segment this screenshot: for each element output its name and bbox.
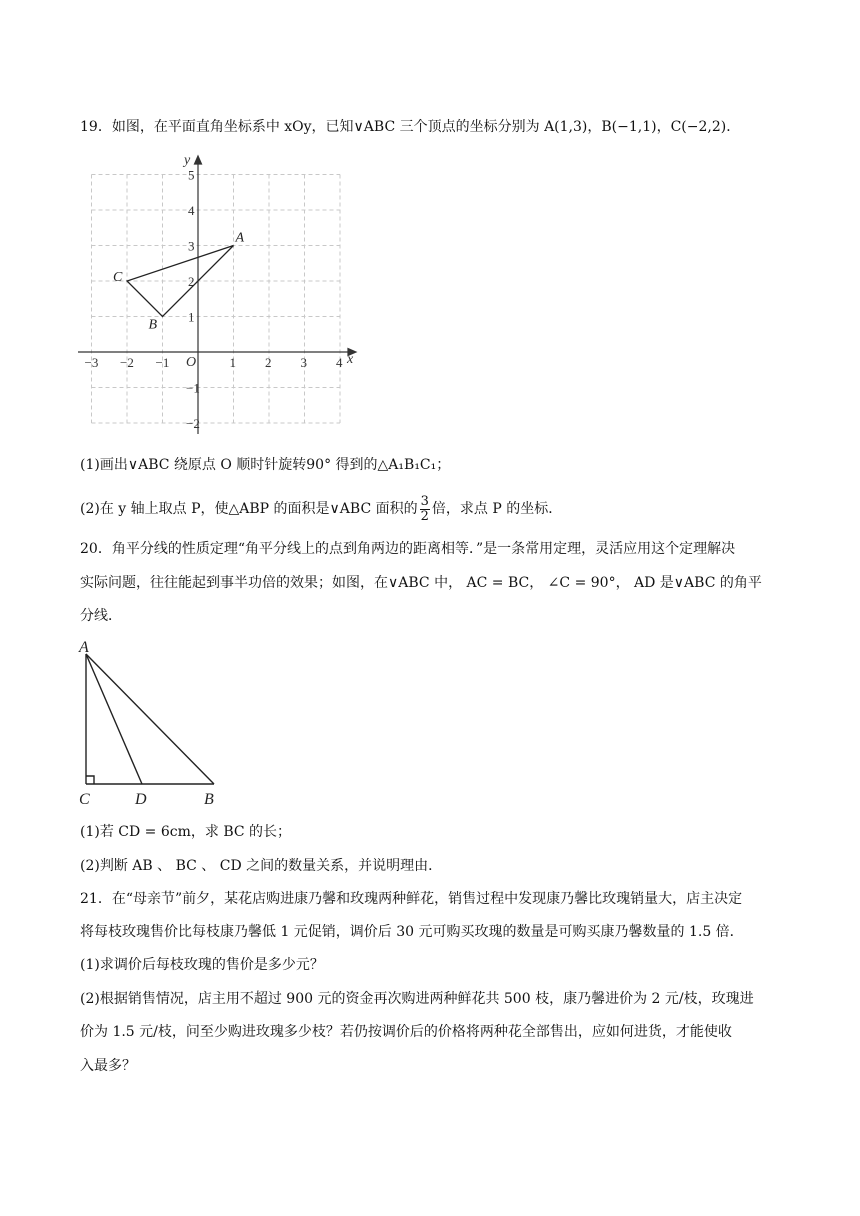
label-c: C [79, 791, 90, 808]
y-axis-label: y [184, 153, 191, 168]
q20-line2: 实际问题，往往能起到事半功倍的效果；如图，在∨ABC 中， AC = BC， ∠C = 90°， AD 是∨ABC 的角平 [80, 575, 762, 591]
q21-part2-line3: 入最多？ [80, 1058, 136, 1074]
q21-line1: 21．在“母亲节”前夕，某花店购进康乃馨和玫瑰两种鲜花，销售过程中发现康乃馨比玫瑰销量大，店主决定 [80, 891, 743, 907]
y-tick-label: 1 [188, 309, 195, 325]
label-b: B [204, 791, 214, 808]
label-a: A [79, 639, 89, 656]
y-tick-label: 5 [188, 167, 195, 183]
x-tick-labels [85, 355, 344, 370]
fraction-denominator: 2 [420, 508, 429, 524]
q19-coordinate-graph [70, 150, 370, 440]
q19-part1: (1)画出∨ABC 绕原点 O 顺时针旋转90° 得到的△A₁B₁C₁； [80, 457, 451, 473]
x-tick-label: 1 [229, 355, 236, 370]
q20-line3: 分线． [80, 608, 122, 624]
x-axis-label: x [347, 352, 354, 367]
x-tick-label: −2 [120, 355, 134, 370]
bisector-ad [86, 654, 142, 784]
x-tick-label: 3 [300, 355, 307, 370]
origin-label: O [186, 355, 197, 370]
side-ab [86, 654, 214, 784]
grid-lines [92, 175, 341, 424]
x-tick-label: −1 [155, 355, 170, 370]
q21-part2-line1: (2)根据销售情况，店主用不超过 900 元的资金再次购进两种鲜花共 500 枝，康乃馨进价为 2 元/枝，玫瑰进 [80, 991, 754, 1007]
q20-triangle-diagram [70, 636, 240, 812]
vertex-label-a: A [235, 230, 245, 246]
q20-part1: (1)若 CD = 6cm，求 BC 的长； [80, 824, 292, 840]
vertex-label-c: C [113, 270, 123, 285]
q20-line1: 20．角平分线的性质定理“角平分线上的点到角两边的距离相等．”是一条常用定理，灵活应用这个定理解决 [80, 541, 736, 557]
right-angle-mark [86, 776, 94, 784]
x-tick-label: 4 [336, 355, 343, 370]
y-tick-label: −2 [186, 416, 200, 431]
y-tick-label: 2 [188, 274, 195, 289]
q21-part2-line2: 价为 1.5 元/枝，问至少购进玫瑰多少枝？若仍按调价后的价格将两种花全部售出，应如何进货，才能使收 [80, 1024, 732, 1040]
q20-part2: (2)判断 AB 、 BC 、 CD 之间的数量关系，并说明理由． [80, 858, 443, 874]
q21-line2: 将每枝玫瑰售价比每枝康乃馨低 1 元促销，调价后 30 元可购买玫瑰的数量是可购买康乃馨数量的 1.5 倍． [80, 924, 744, 940]
q21-part1: (1)求调价后每枝玫瑰的售价是多少元？ [80, 957, 324, 973]
label-d: D [135, 791, 147, 808]
y-tick-label: −1 [186, 380, 200, 396]
fraction-three-halves [420, 495, 430, 524]
q19-part2-text-before: (2)在 y 轴上取点 P，使△ABP 的面积是∨ABC 面积的 [80, 501, 418, 517]
y-tick-label: 4 [188, 203, 195, 218]
x-tick-label: −3 [84, 355, 99, 370]
x-tick-label: 2 [265, 355, 272, 370]
q19-part2 [80, 494, 562, 524]
axes [78, 156, 356, 434]
vertex-label-b: B [148, 317, 158, 333]
q19-stem: 19．如图，在平面直角坐标系中 xOy，已知∨ABC 三个顶点的坐标分别为 A(1,3)，B(−1,1)，C(−2,2)． [80, 119, 741, 135]
y-tick-label: 3 [188, 238, 195, 254]
q19-part2-text-after: 倍，求点 P 的坐标． [431, 501, 563, 517]
fraction-numerator: 3 [420, 493, 429, 509]
